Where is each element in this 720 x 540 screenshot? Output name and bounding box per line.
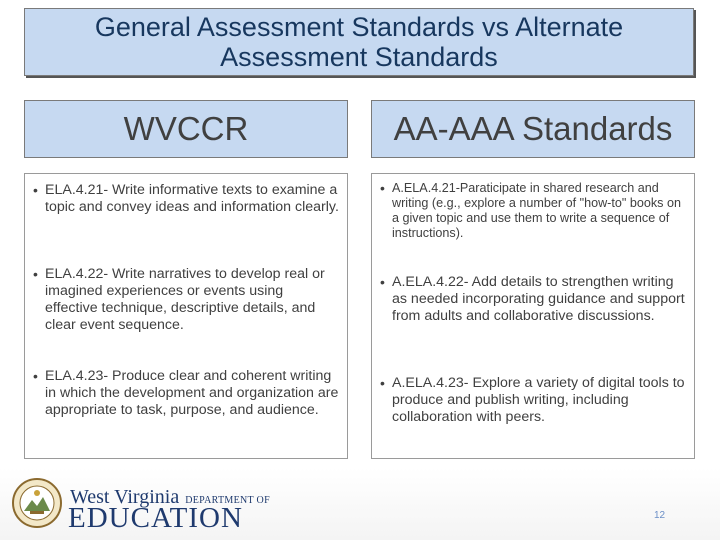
page-number: 12 bbox=[654, 510, 666, 521]
org-main-name: EDUCATION bbox=[68, 502, 243, 534]
bullet-icon: • bbox=[380, 375, 385, 391]
bullet-icon: • bbox=[33, 182, 38, 198]
bullet-icon: • bbox=[380, 274, 385, 290]
bullet-icon: • bbox=[380, 180, 385, 196]
left-column-heading: WVCCR bbox=[24, 100, 348, 158]
standard-text: ELA.4.21- Write informative texts to examine a topic and convey ideas and information clearly. bbox=[45, 182, 339, 215]
org-department-label: DEPARTMENT OF bbox=[185, 495, 270, 506]
right-column-heading: AA-AAA Standards bbox=[371, 100, 695, 158]
slide-title-line-2: Assessment Standards bbox=[220, 42, 498, 72]
list-item bbox=[33, 266, 339, 334]
list-item bbox=[380, 274, 686, 325]
standard-text: ELA.4.23- Produce clear and coherent writing in which the development and organization are appropriate to task, purpose, and audience. bbox=[45, 368, 339, 418]
standard-text: ELA.4.22- Write narratives to develop real or imagined experiences or events using effective technique, descriptive details, and clear event sequence. bbox=[45, 266, 325, 333]
standard-text: A.ELA.4.21-Paraticipate in shared research and writing (e.g., explore a number of "how-to" books on a given topic and use them to write a sequence of instructions). bbox=[392, 181, 681, 240]
left-column-body bbox=[24, 173, 348, 459]
bullet-icon: • bbox=[33, 368, 38, 384]
list-item bbox=[33, 182, 339, 216]
bullet-icon: • bbox=[33, 266, 38, 282]
slide-title-line-1: General Assessment Standards vs Alternate bbox=[94, 12, 624, 42]
list-item bbox=[380, 375, 686, 426]
standard-text: A.ELA.4.22- Add details to strengthen writing as needed incorporating guidance and support from adults and collaborative discussions. bbox=[392, 274, 685, 324]
list-item bbox=[380, 181, 686, 241]
state-seal-icon bbox=[12, 478, 62, 528]
standard-text: A.ELA.4.23- Explore a variety of digital tools to produce and publish writing, including collaboration with peers. bbox=[392, 375, 685, 425]
slide-title bbox=[24, 8, 694, 76]
org-state-name: West Virginia bbox=[70, 486, 180, 508]
right-column-body bbox=[371, 173, 695, 459]
list-item bbox=[33, 368, 339, 419]
